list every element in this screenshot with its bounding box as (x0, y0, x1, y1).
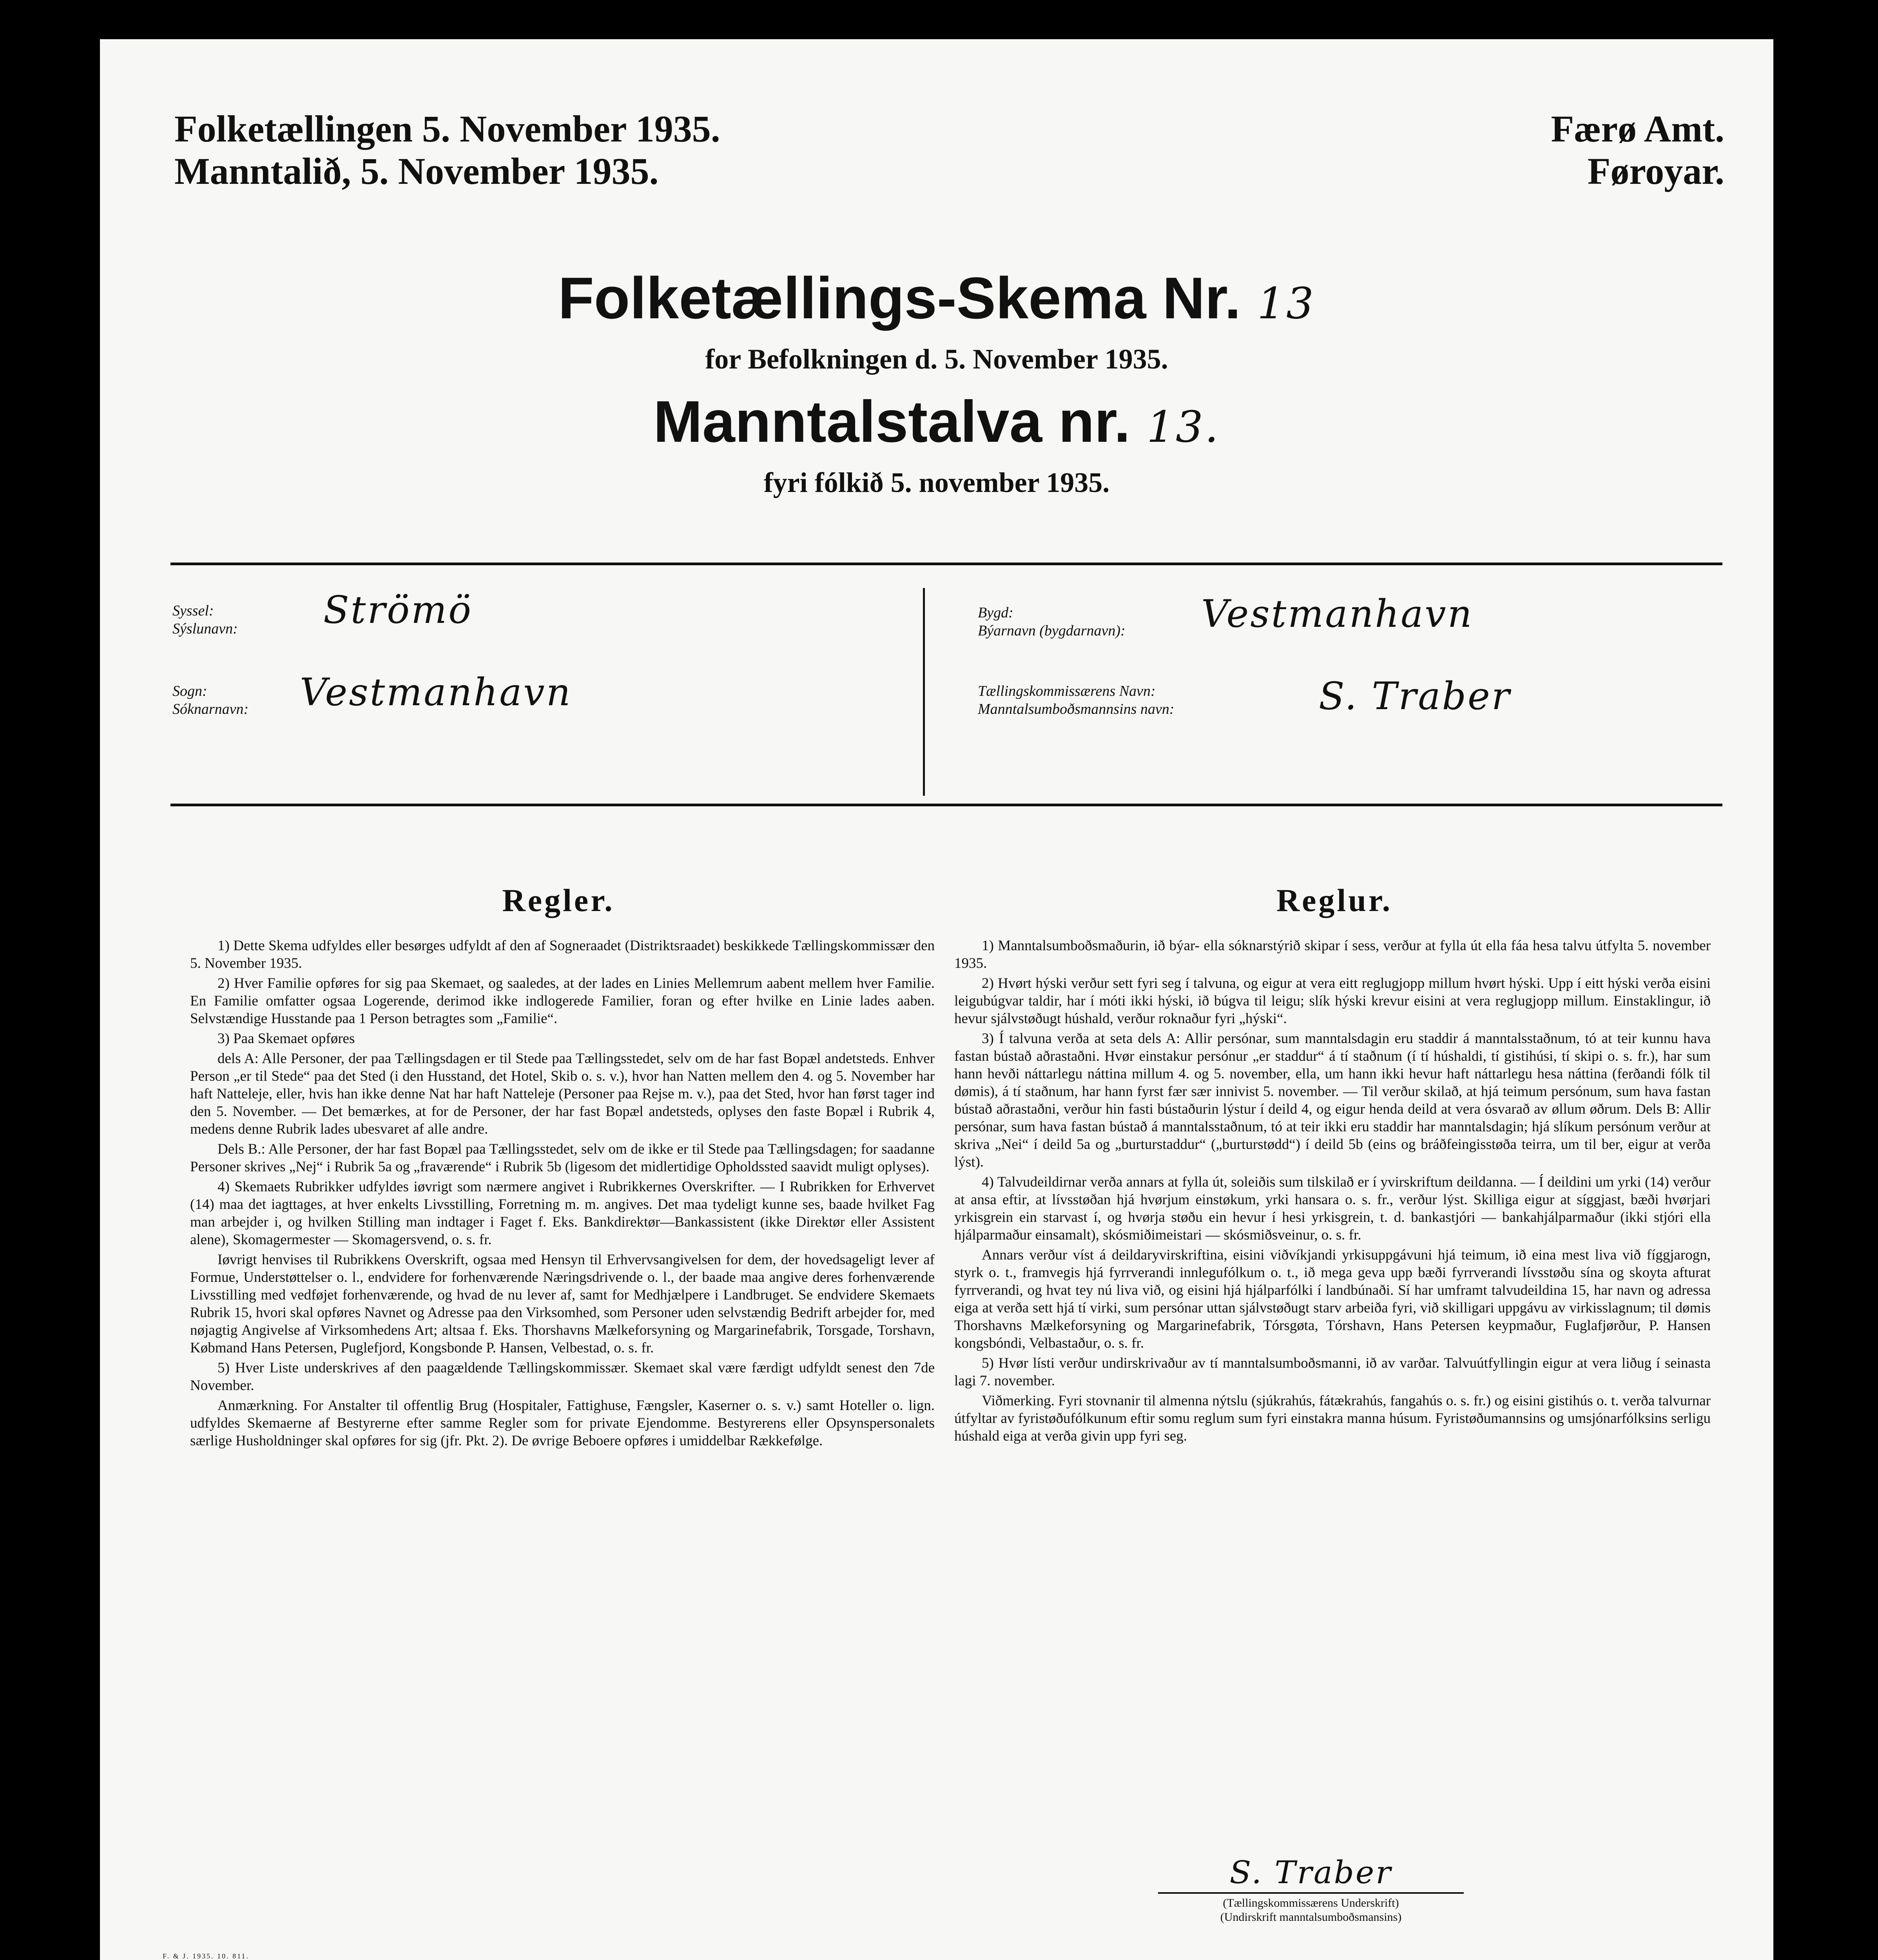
bygd-label-da: Bygd: (978, 604, 1013, 621)
title-faroese-number: 13. (1146, 402, 1220, 452)
kommissaer-value: S. Traber (1319, 674, 1511, 718)
regler-heading: Regler. (502, 882, 615, 918)
regler-paragraph: 1) Dette Skema udfyldes eller besørges udfyldt af den af Sogneraadet (Distriktsraadet) beskikkede Tællingskommissær den 5. November 1935. (190, 938, 935, 971)
kommissaer-label-fo: Manntalsumboðsmannsins navn: (978, 701, 1175, 717)
reglur-paragraph: 4) Talvudeildirnar verða annars at fylla út, soleiðis sum tilskilað er í yvirskriftum deildanna. — Í deildini um yrki (14) verður at ansa eftir, at lívsstøðan hjá hvørjum einstøkum, yrki hansara o. s. fr., verður lýst. Skilliga eigur at síggjast, bæði hvørjari yrkisgrein ein starvast í, og hvørja støðu ein hevur í hesi yrkisgrein, t. d. bankastjóri — bankahjálparmaður (ikki stjóri ella hjálparmaður einsamalt), skósmiðimeistari — skósmiðsveinur, o. s. fr. (954, 1174, 1711, 1243)
reglur-paragraph: 3) Í talvuna verða at seta dels A: Allir persónar, sum manntalsdagin eru staddir á manntalsstaðnum, tó at teir kunnu hava fastan bústað aðrastaðni. Hvør einstakur persónur „er staddur“ á tí staðnum (í tí húshaldi, tí gistihúsi, tí skipi o. s. fr.), har sum hann hevði náttarlegu náttina millum 4. og 5. november, ella, um hann ikki hevur haft náttarlegu hesa náttina (ferðandi fólk til dømis), á tí staðnum, har hann fyrst fær sær innivist 5. november. — Til verður skilað, at hjá teimum persónum, sum hava fastan bústað aðrastaðni, verður hin fasti bústaðurin lýstur í deild 4, og eigur henda deild at vera ósvarað av øllum øðrum. Dels B: Allir persónar, sum hava fastan bústað á manntalsstaðnum, tó at teir ikki eru staddir har manntalsdagin; hjá slíkum persónum verður at skriva „Nei“ í deild 5a og „burturstaddur“ („burturstødd“) í deild 5b (eins og bráðfeingisstøða teirra, um til ber, eigur at verða lýst). (954, 1031, 1711, 1170)
header-right-line1: Færø Amt. (1551, 108, 1724, 150)
reglur-column (954, 937, 1711, 1447)
reglur-paragraph: 1) Manntalsumboðsmaðurin, ið býar- ella sóknarstýrið skipar í sess, verður at fylla út ella fáa hesa talvu útfylta 5. november 1935. (954, 938, 1711, 971)
title-danish-text: Folketællings-Skema Nr. (558, 265, 1241, 331)
regler-paragraph: Anmærkning. For Anstalter til offentlig Brug (Hospitaler, Fattighuse, Fængsler, Kaserner o. s. v.) samt Hoteller o. lign. udfyldes Skemaerne af Bestyrerne efter samme Regler som for private Ejendomme. Bestyrerens eller Opsynspersonalets særlige Husholdninger skal opføres for sig (jfr. Pkt. 2). De øvrige Beboere opføres i umiddelbar Rækkefølge. (190, 1397, 935, 1449)
bygd-label-fo: Býarnavn (bygdarnavn): (978, 622, 1126, 639)
sogn-value: Vestmanhavn (300, 670, 572, 714)
bottom-rule (170, 804, 1722, 806)
syssel-label-da: Syssel: (172, 603, 214, 619)
regler-paragraph: Iøvrigt henvises til Rubrikkens Overskrift, ogsaa med Hensyn til Erhvervsangivelsen for dem, der hovedsageligt lever af Formue, Understøttelser o. l., endvidere for forhenværende Næringsdrivende o. l., der baade maa angive deres forhenværende Livsstilling med vedføjet forhenværende, og hvad de nu lever af, samt for Medhjælpere i Landbruget. Se endvidere Skemaets Rubrik 15, hvori skal opføres Navnet og Adresse paa den Virksomhed, som Personer uden selvstændig Bedrift arbejder for, med nøjagtig Angivelse af Virksomhedens Art; altsaa f. Eks. Thorshavns Mælkeforsyning og Margarinefabrik, Torsgade, Torshavn, Købmand Hans Petersen, Puglefjord, Kongsbonde P. Hansen, Velbestad, o. s. fr. (190, 1252, 935, 1356)
header-left-line1: Folketællingen 5. November 1935. (174, 108, 720, 150)
top-rule (170, 563, 1722, 565)
signature-line (1158, 1892, 1464, 1894)
title-danish (100, 265, 1773, 337)
title-faroese-text: Manntalstalva nr. (653, 388, 1131, 454)
regler-column (190, 937, 935, 1452)
reglur-paragraph: 5) Hvør lísti verður undirskrivaður av tí manntalsumboðsmanni, ið av varðar. Talvuútfyllingin eigur at vera liðug í seinasta lagi 7. november. (954, 1355, 1711, 1389)
regler-paragraph: dels A: Alle Personer, der paa Tællingsdagen er til Stede paa Tællingsstedet, selv om de har fast Bopæl andetsteds. Enhver Person „er til Stede“ paa det Sted (i den Husstand, det Hotel, Skib o. s. v.), hvor han Natten mellem den 4. og 5. November har haft Natteleje, eller, hvis han ikke denne Nat har haft Natteleje (Personer paa Rejse m. v.), paa det Sted, hvor han først tager ind den 5. November. — Det bemærkes, at for de Personer, der har fast Bopæl andetsteds, oplyses den faste Bopæl i Rubrik 4, medens denne Rubrik lades ubesvaret af alle andre. (190, 1051, 935, 1137)
signature-caption-1: (Tællingskommissærens Underskrift) (1223, 1896, 1399, 1909)
header-right-line2: Føroyar. (1587, 150, 1724, 192)
reglur-paragraph: Viðmerking. Fyri stovnanir til almenna nýtslu (sjúkrahús, fátækrahús, fangahús o. s. fr.) og eisini gistihús o. t. verða talvurnar útfyltar av fyristøðufólkunum eftir somu reglum sum fyri einstakra manna húsum. Fyristøðumannsins og umsjónarfólksins serligu húshald eiga at verða givin upp fyri seg. (954, 1393, 1711, 1444)
regler-paragraph: 5) Hver Liste underskrives af den paagældende Tællingskommissær. Skemaet skal være færdigt udfyldt senest den 7de November. (190, 1360, 935, 1394)
header-left (174, 108, 720, 192)
kommissaer-label (978, 682, 1174, 718)
signature-caption-2: (Undirskrift manntalsumboðsmansins) (1220, 1911, 1402, 1924)
signature-name: S. Traber (1229, 1854, 1392, 1891)
census-form-page (100, 39, 1773, 1960)
subtitle-faroese: fyri fólkið 5. november 1935. (763, 467, 1110, 498)
regler-paragraph: 4) Skemaets Rubrikker udfyldes iøvrigt som nærmere angivet i Rubrikkernes Overskrifter. — I Rubrikken for Erhvervet (14) maa det iagttages, at hver enkelts Livsstilling, Forretning m. m. angives. Det maa tydeligt kunne ses, baade hvilket Fag man arbejder i, og hvilken Stilling man indtager i Faget f. Eks. Bankdirektør—Bankassistent (ikke Direktør eller Assistent alene), Skomagermester — Skomagersvend, o. s. fr. (190, 1179, 935, 1248)
regler-paragraph: 3) Paa Skemaet opføres (218, 1031, 355, 1047)
printer-mark: F. & J. 1935. 10. 811. (163, 1952, 249, 1960)
reglur-paragraph: Annars verður víst á deildaryvirskriftina, eisini viðvíkjandi yrkisuppgávuni hjá teimum, ið eina mest liva við fíggjarogn, styrk o. t., framvegis hjá fyrrverandi innlegufólkum o. t., ið mega geva upp bæði fyrrverandi lívsstøðu sína og skoyta afturat fyrrverandi, og hvat tey nú liva við, og eisini hjá hjálparfólki í landbúnaði. Sí har umframt talvudeildina 15, har navn og adressa eiga at verða sett hjá tí virki, sum persónar uttan sjálvstøðugt starv arbeiða fyri, við skilligari uppgávu av virkisslagnum; til dømis Thorshavns Mælkeforsyning og Margarinefabrik, Tórsgøta, Tórshavn, Hans Petersen keypmaður, Fuglafjørður, P. Hansen kongsbóndi, Velbastaður, o. s. fr. (954, 1247, 1711, 1351)
bygd-value: Vestmanhavn (1201, 592, 1474, 636)
sogn-label (172, 682, 248, 718)
syssel-value: Strömö (323, 588, 473, 632)
sogn-label-fo: Sóknarnavn: (172, 701, 249, 717)
header-left-line2: Manntalið, 5. November 1935. (174, 150, 659, 192)
regler-paragraph: 2) Hver Familie opføres for sig paa Skemaet, og saaledes, at der lades en Linies Mellemrum aabent mellem hver Familie. En Familie omfatter ogsaa Logerende, derimod ikke indlogerede Familier, foran og efter hvilke en Linie lades aaben. Selvstændige Husstande paa 1 Person betragtes som „Familie“. (190, 975, 935, 1027)
syssel-label-fo: Sýslunavn: (172, 621, 238, 637)
field-divider (923, 588, 925, 796)
reglur-heading: Reglur. (1276, 882, 1393, 918)
signature-block (1135, 1854, 1487, 1924)
title-danish-number: 13 (1257, 278, 1315, 328)
reglur-paragraph: 2) Hvørt hýski verður sett fyri seg í talvuna, og eigur at vera eitt reglugjopp millum hvørt hýski. Upp í eitt hýski verða eisini leigubúgvar taldir, har í móti ikki hýski, ið búgva til leigu; slík hýski krevur eisini at vera reglugjopp millum. Einstaklingur, ið hevur sjálvstøðugt húshald, verður roknaður fyri „hýski“. (954, 975, 1711, 1027)
title-faroese (100, 388, 1773, 460)
regler-paragraph: Dels B.: Alle Personer, der har fast Bopæl paa Tællingsstedet, selv om de ikke er til Stede paa Tællingsdagen; for saadanne Personer skrives „Nej“ i Rubrik 5a og „fraværende“ i Rubrik 5b (ligesom det midlertidige Opholdssted saavidt muligt oplyses). (190, 1141, 935, 1175)
kommissaer-label-da: Tællingskommissærens Navn: (978, 683, 1156, 699)
sogn-label-da: Sogn: (172, 683, 207, 699)
header-right (1551, 108, 1724, 192)
syssel-label (172, 602, 238, 638)
subtitle-danish: for Befolkningen d. 5. November 1935. (705, 343, 1168, 375)
bygd-label (978, 604, 1126, 640)
